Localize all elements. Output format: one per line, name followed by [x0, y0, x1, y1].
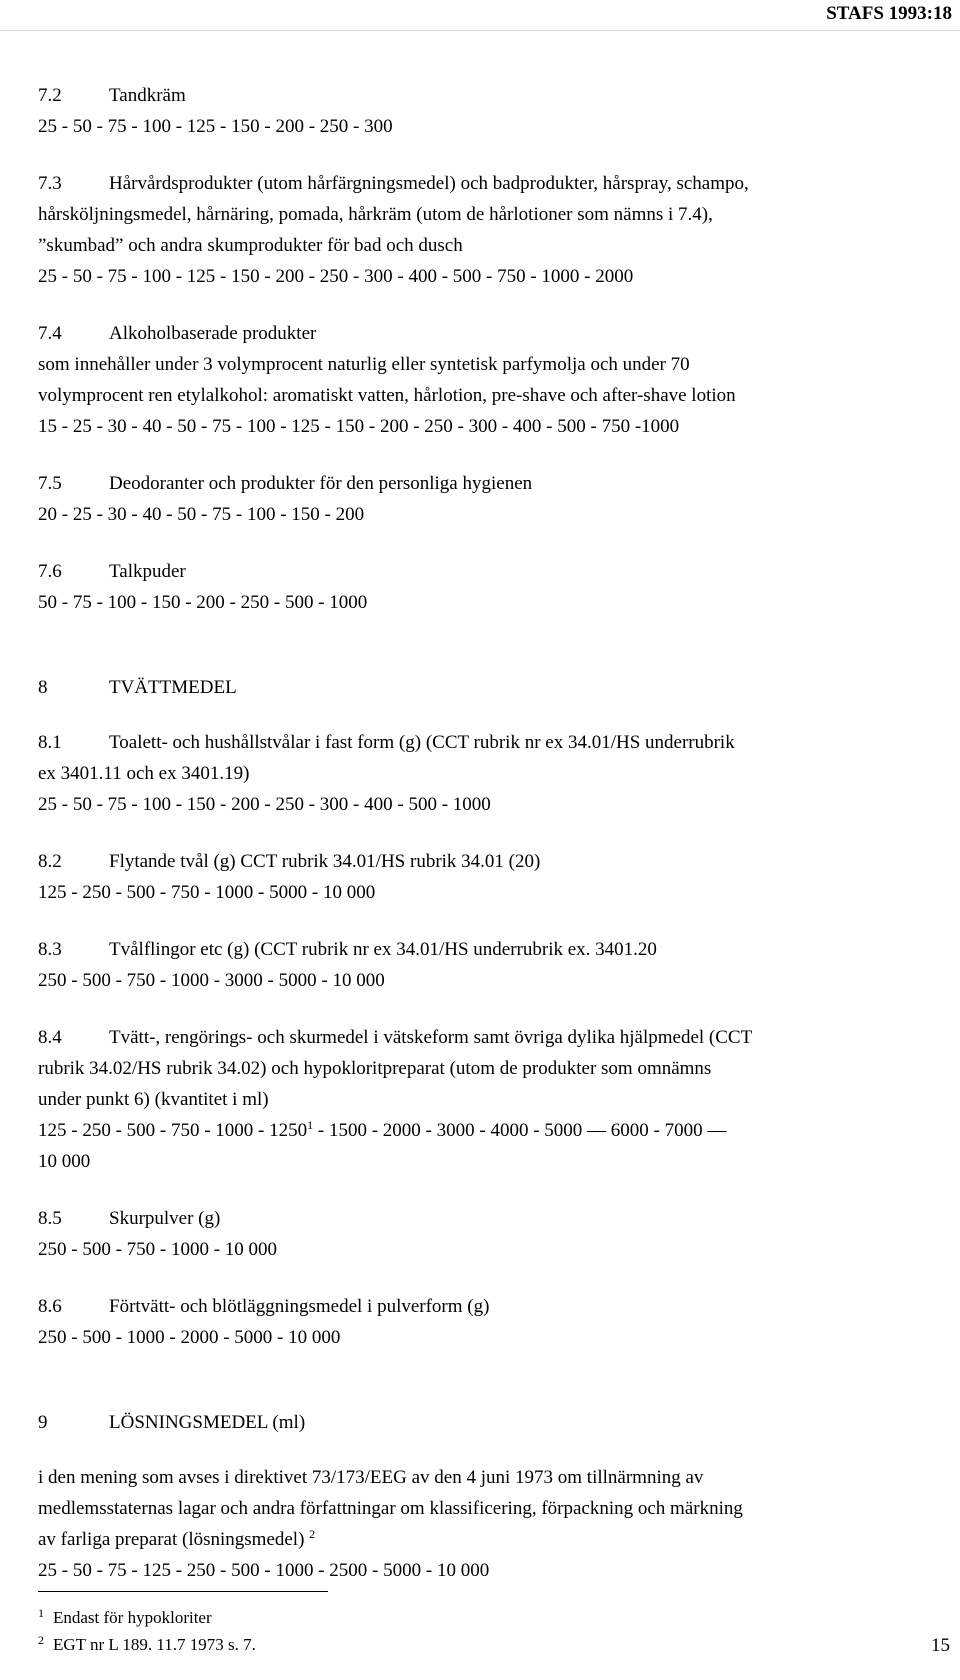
section-title: Flytande tvål (g) CCT rubrik 34.01/HS rubrik 34.01 (20) [109, 851, 541, 872]
section-8-6 [38, 1291, 948, 1353]
section-7-3 [38, 168, 948, 292]
document-id: STAFS 1993:18 [826, 3, 952, 24]
section-number: 7.4 [38, 323, 62, 344]
section-text: som innehåller under 3 volymprocent naturlig eller syntetisk parfymolja och under 70 [38, 354, 690, 375]
section-heading [38, 1203, 948, 1234]
section-number: 7.5 [38, 473, 62, 494]
quantity-series: 50 - 75 - 100 - 150 - 200 - 250 - 500 - 1000 [38, 592, 368, 613]
chapter-number: 9 [38, 1412, 48, 1433]
section-title: Tandkräm [109, 85, 186, 106]
footnote-item [38, 1604, 256, 1631]
section-title: Talkpuder [109, 561, 186, 582]
section-heading [38, 1291, 948, 1322]
quantity-series: 25 - 50 - 75 - 100 - 125 - 150 - 200 - 250 - 300 - 400 - 500 - 750 - 1000 - 2000 [38, 266, 634, 287]
section-text: volymprocent ren etylalkohol: aromatiskt vatten, hårlotion, pre-shave och after-shave lotion [38, 385, 736, 406]
quantity-series-continuation: 10 000 [38, 1151, 91, 1172]
section-8-2 [38, 846, 948, 908]
section-number: 8.1 [38, 732, 62, 753]
footnote-text: EGT nr L 189. 11.7 1973 s. 7. [53, 1635, 256, 1654]
section-text: i den mening som avses i direktivet 73/173/EEG av den 4 juni 1973 om tillnärmning av [38, 1467, 704, 1488]
section-number: 7.3 [38, 173, 62, 194]
section-text [38, 1524, 948, 1555]
footnote-reference[interactable]: 1 [307, 1118, 314, 1132]
section-text: medlemsstaternas lagar och andra författningar om klassificering, förpackning och märkning [38, 1498, 743, 1519]
quantity-series: 25 - 50 - 75 - 125 - 250 - 500 - 1000 - 2500 - 5000 - 10 000 [38, 1560, 490, 1581]
chapter-title: TVÄTTMEDEL [109, 677, 237, 698]
chapter-heading-8 [38, 672, 948, 703]
section-heading [38, 318, 948, 349]
section-title: Alkoholbaserade produkter [109, 323, 317, 344]
section-text: ex 3401.11 och ex 3401.19) [38, 763, 250, 784]
footnote-mark: 1 [38, 1606, 44, 1620]
footnote-item [38, 1631, 256, 1658]
page-number: 15 [931, 1635, 950, 1656]
quantity-series: 15 - 25 - 30 - 40 - 50 - 75 - 100 - 125 - 150 - 200 - 250 - 300 - 400 - 500 - 750 -1000 [38, 416, 680, 437]
section-title: Tvålflingor etc (g) (CCT rubrik nr ex 34.01/HS underrubrik ex. 3401.20 [109, 939, 657, 960]
section-number: 8.6 [38, 1296, 62, 1317]
section-text: under punkt 6) (kvantitet i ml) [38, 1089, 269, 1110]
section-title: Deodoranter och produkter för den personliga hygienen [109, 473, 533, 494]
section-heading [38, 468, 948, 499]
page-header [0, 0, 960, 31]
section-title: Hårvårdsprodukter (utom hårfärgningsmedel) och badprodukter, hårspray, schampo, [109, 173, 749, 194]
section-title: Skurpulver (g) [109, 1208, 221, 1229]
quantity-series: 25 - 50 - 75 - 100 - 150 - 200 - 250 - 300 - 400 - 500 - 1000 [38, 794, 491, 815]
footnote-reference[interactable]: 2 [309, 1527, 316, 1541]
section-heading [38, 1022, 948, 1053]
section-heading [38, 934, 948, 965]
section-number: 8.2 [38, 851, 62, 872]
section-7-6 [38, 556, 948, 618]
quantity-series-part: 125 - 250 - 500 - 750 - 1000 - 1250 [38, 1120, 308, 1141]
section-number: 7.2 [38, 85, 62, 106]
section-heading [38, 168, 948, 199]
section-number: 8.4 [38, 1027, 62, 1048]
quantity-series-part: - 1500 - 2000 - 3000 - 4000 - 5000 — 6000 - 7000 — [313, 1120, 727, 1141]
section-heading [38, 727, 948, 758]
section-title: Tvätt-, rengörings- och skurmedel i vätskeform samt övriga dylika hjälpmedel (CCT [109, 1027, 753, 1048]
section-7-2 [38, 80, 948, 142]
section-text: rubrik 34.02/HS rubrik 34.02) och hypokloritpreparat (utom de produkter som omnämns [38, 1058, 712, 1079]
footnote-mark: 2 [38, 1633, 44, 1647]
section-number: 8.5 [38, 1208, 62, 1229]
section-text: ”skumbad” och andra skumprodukter för bad och dusch [38, 235, 463, 256]
section-heading [38, 846, 948, 877]
document-body [38, 80, 948, 1586]
chapter-heading-9 [38, 1407, 948, 1438]
quantity-series: 250 - 500 - 750 - 1000 - 3000 - 5000 - 10 000 [38, 970, 385, 991]
section-8-5 [38, 1203, 948, 1265]
footnote-divider [38, 1591, 328, 1592]
quantity-series: 20 - 25 - 30 - 40 - 50 - 75 - 100 - 150 - 200 [38, 504, 365, 525]
section-7-5 [38, 468, 948, 530]
section-number: 7.6 [38, 561, 62, 582]
section-number: 8.3 [38, 939, 62, 960]
quantity-series: 250 - 500 - 750 - 1000 - 10 000 [38, 1239, 278, 1260]
section-text: hårsköljningsmedel, hårnäring, pomada, hårkräm (utom de hårlotioner som nämns i 7.4), [38, 204, 713, 225]
quantity-series: 25 - 50 - 75 - 100 - 125 - 150 - 200 - 250 - 300 [38, 116, 393, 137]
section-8-3 [38, 934, 948, 996]
chapter-number: 8 [38, 677, 48, 698]
footnotes [38, 1604, 256, 1658]
section-text-part: av farliga preparat (lösningsmedel) [38, 1529, 305, 1550]
footnote-text: Endast för hypokloriter [53, 1608, 212, 1627]
section-8-1 [38, 727, 948, 820]
section-9-body [38, 1462, 948, 1586]
section-title: Förtvätt- och blötläggningsmedel i pulverform (g) [109, 1296, 490, 1317]
quantity-series: 250 - 500 - 1000 - 2000 - 5000 - 10 000 [38, 1327, 341, 1348]
section-title: Toalett- och hushållstvålar i fast form (g) (CCT rubrik nr ex 34.01/HS underrubrik [109, 732, 735, 753]
section-8-4 [38, 1022, 948, 1177]
chapter-title: LÖSNINGSMEDEL (ml) [109, 1412, 306, 1433]
section-heading [38, 556, 948, 587]
quantity-series [38, 1115, 948, 1146]
quantity-series: 125 - 250 - 500 - 750 - 1000 - 5000 - 10 000 [38, 882, 376, 903]
section-heading [38, 80, 948, 111]
section-7-4 [38, 318, 948, 442]
